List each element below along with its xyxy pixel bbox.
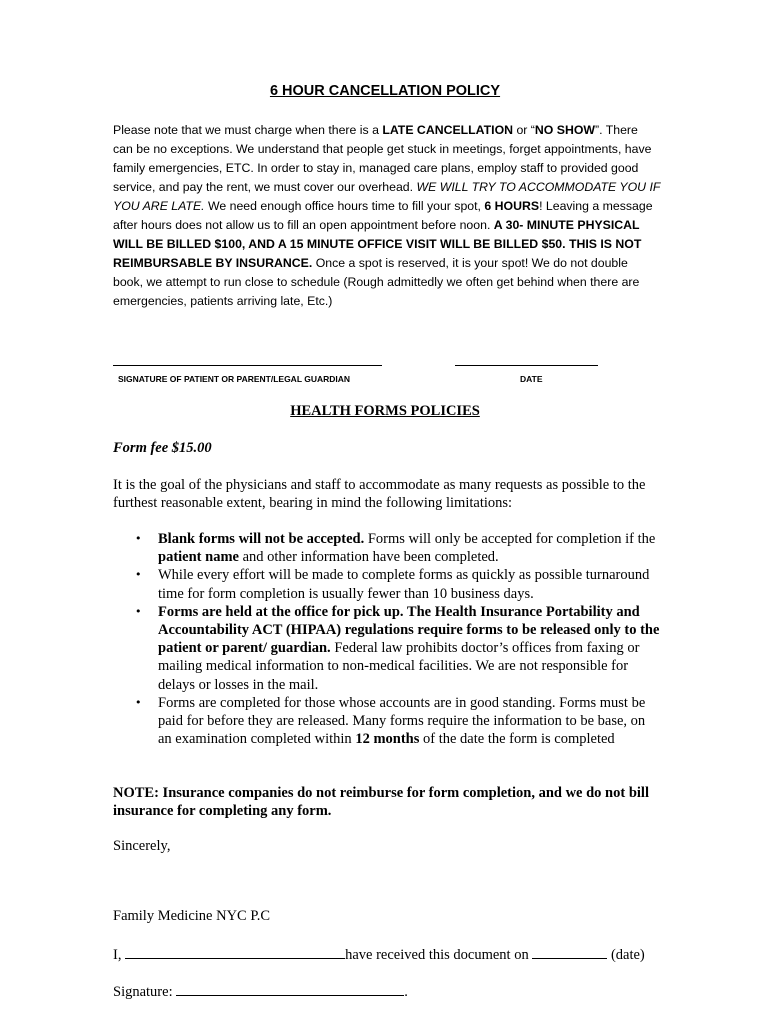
health-forms-title: HEALTH FORMS POLICIES bbox=[290, 403, 480, 419]
policy-text-part: ! Leaving a message after hours does not allow us to fill an open appointment before noon. bbox=[113, 199, 653, 232]
list-item-bold: 12 months bbox=[355, 731, 420, 748]
list-item-bold: Blank forms will not be accepted. bbox=[158, 531, 365, 547]
list-item bbox=[113, 566, 661, 602]
cancellation-policy-title: 6 HOUR CANCELLATION POLICY bbox=[269, 83, 501, 99]
list-item-text: While every effort will be made to complete forms as quickly as possible turnaround time for form completion is usually fewer than 10 business days. bbox=[158, 567, 650, 602]
policy-text-part: ”. There can be no exceptions. We understand that people get stuck in meetings, forget appointments, have family emergencies, ETC. In order to stay in, managed care plans, employ staff to provided good service, and pay the rent, we must cover our overhead. bbox=[113, 123, 652, 194]
sincerely: Sincerely, bbox=[113, 838, 171, 854]
list-item bbox=[113, 694, 661, 749]
list-item-text: of the date the form is completed bbox=[419, 731, 615, 748]
cancellation-policy-text bbox=[113, 121, 661, 311]
policy-text-part: Please note that we must charge when there is a bbox=[113, 123, 383, 137]
limitations-list bbox=[113, 530, 661, 748]
insurance-note: NOTE: Insurance companies do not reimburse for form completion, and we do not bill insurance for completing any form. bbox=[113, 785, 649, 819]
no-show-term: NO SHOW bbox=[534, 123, 596, 137]
billing-notice: A 30- MINUTE PHYSICAL WILL BE BILLED $100, AND A 15 MINUTE OFFICE VISIT WILL BE BILLED $50. THIS IS NOT REIMBURSABLE BY INSURANCE. bbox=[113, 218, 642, 270]
list-item-bold: Forms are held at the office for pick up. The Health Insurance Portability and Accountability ACT (HIPAA) regulations require forms to be released only to the patient or parent/ guardian. bbox=[158, 603, 660, 657]
list-item-text: and other information have been completed. bbox=[238, 549, 499, 566]
acknowledgement-line bbox=[113, 944, 645, 964]
date-line[interactable] bbox=[455, 365, 598, 366]
ack-text: I, bbox=[113, 947, 126, 963]
form-fee: Form fee $15.00 bbox=[113, 440, 212, 456]
ack-text: have received this document on bbox=[345, 947, 533, 963]
date-blank[interactable] bbox=[532, 944, 607, 959]
health-forms-intro: It is the goal of the physicians and staff to accommodate as many requests as possible to the furthest reasonable extent, bearing in mind the following limitations: bbox=[113, 477, 646, 511]
list-item bbox=[113, 530, 661, 566]
list-item-bold: patient name bbox=[158, 549, 239, 566]
practice-name: Family Medicine NYC P.C bbox=[113, 908, 271, 924]
signature-line bbox=[113, 981, 408, 1001]
list-item-text: Forms will only be accepted for completion if the bbox=[364, 531, 656, 547]
signature-label: SIGNATURE OF PATIENT OR PARENT/LEGAL GUARDIAN bbox=[118, 374, 351, 384]
signature-end: . bbox=[404, 984, 408, 1000]
list-item bbox=[113, 603, 661, 694]
patient-signature-line[interactable] bbox=[113, 365, 382, 366]
list-item-text: Federal law prohibits doctor’s offices from faxing or mailing medical information to non-medical facilities. We are not responsible for delays or losses in the mail. bbox=[158, 640, 640, 693]
signature-text: Signature: bbox=[113, 984, 177, 1000]
late-cancellation-term: LATE CANCELLATION bbox=[382, 123, 514, 137]
accommodate-notice: WE WILL TRY TO ACCOMMODATE YOU IF YOU ARE LATE. bbox=[113, 180, 661, 213]
six-hours-term: 6 HOURS bbox=[484, 199, 540, 213]
date-label: DATE bbox=[520, 374, 543, 384]
ack-text: (date) bbox=[607, 947, 645, 963]
list-item-text: Forms are completed for those whose accounts are in good standing. Forms must be paid for before they are released. Many forms require the information to be base, on an examination completed within bbox=[158, 694, 646, 748]
policy-text-part: We need enough office hours time to fill your spot, bbox=[204, 199, 485, 213]
signature-blank[interactable] bbox=[176, 981, 404, 996]
policy-text-part: Once a spot is reserved, it is your spot! We do not double book, we attempt to run close to schedule (Rough admittedly we often get behind when there are emergencies, patients arriving late, Etc.) bbox=[113, 256, 640, 308]
policy-text-part: or “ bbox=[513, 123, 535, 137]
name-blank[interactable] bbox=[125, 944, 345, 959]
